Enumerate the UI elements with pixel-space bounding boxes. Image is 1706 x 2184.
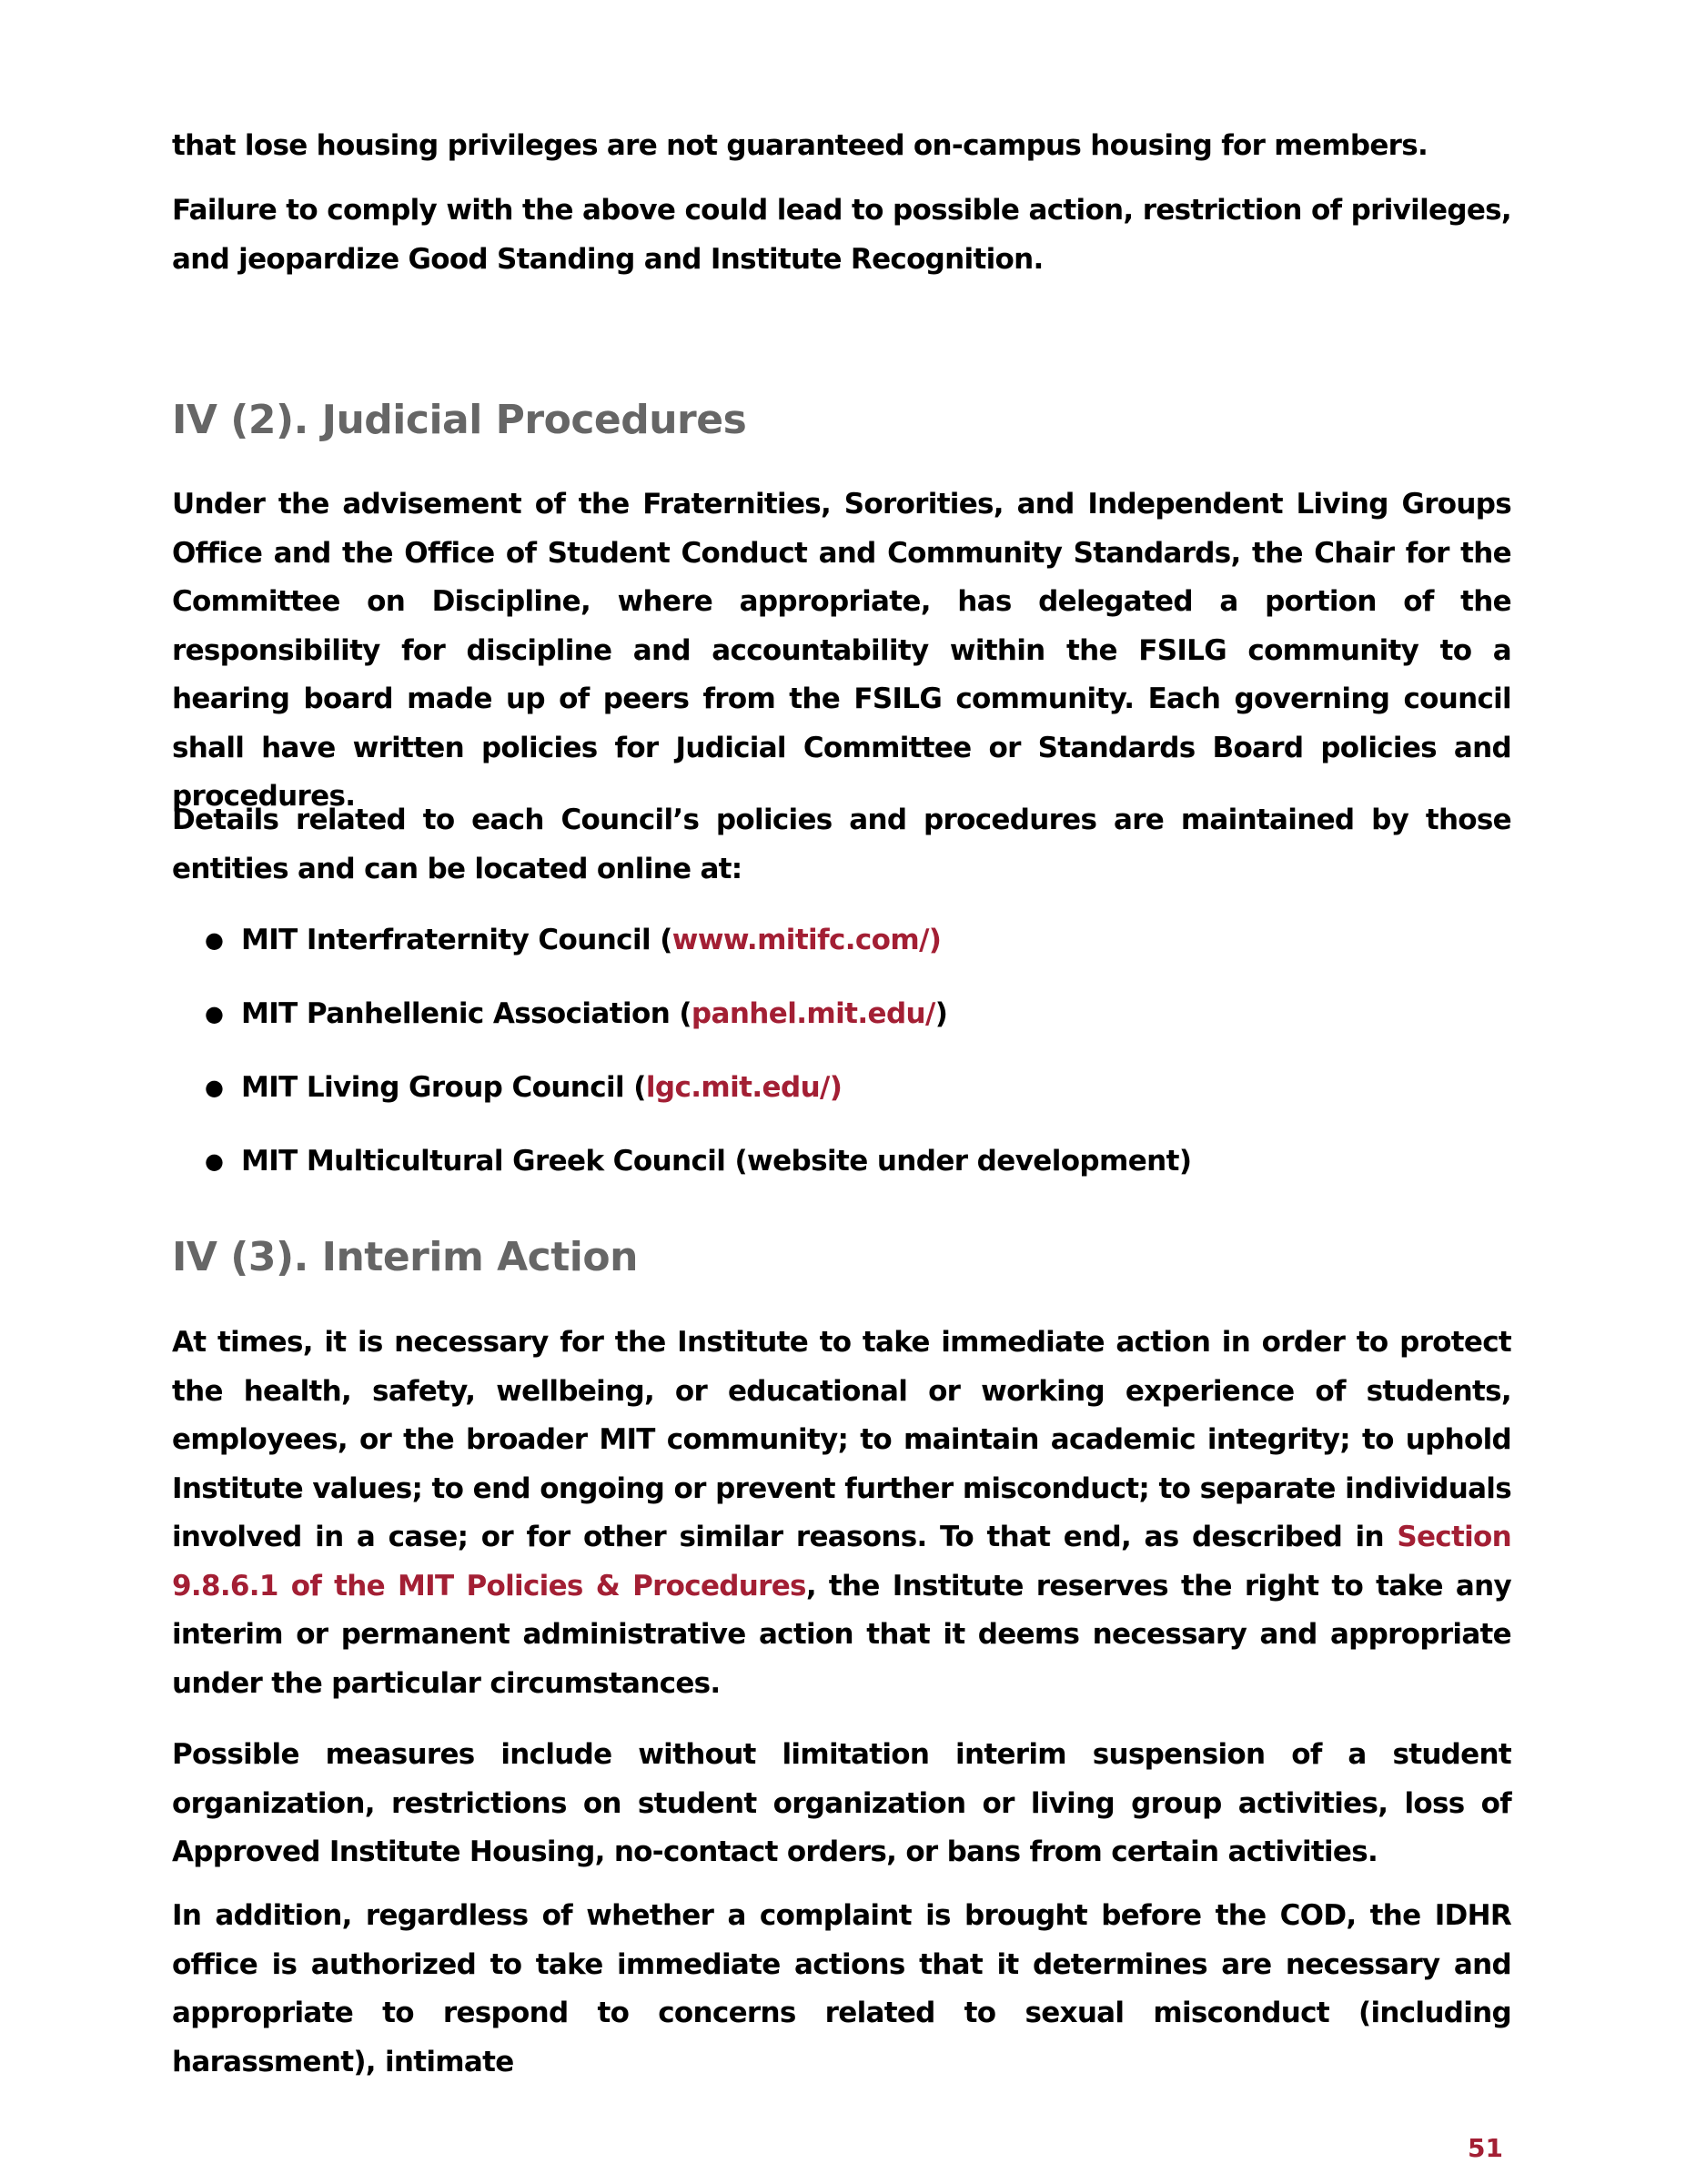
interim-text-after: , the Institute reserves the right to take any interim or permanent administrative action that it deems necessary and appropriate under the particular circumstances. [172, 1569, 1511, 1700]
section-heading-interim-action: IV (3). Interim Action [172, 1234, 638, 1280]
intro-paragraph-block [172, 187, 1511, 284]
council-suffix: ) [934, 997, 948, 1030]
bullet-icon: ● [205, 1148, 224, 1174]
interim-paragraph [172, 1319, 1511, 1708]
council-details-block [172, 796, 1511, 894]
measures-paragraph-block [172, 1731, 1511, 1877]
list-item-mgc [172, 1138, 1511, 1211]
council-name: MIT Multicultural Greek Council (website under development) [241, 1145, 1192, 1178]
council-list [172, 916, 1511, 1211]
intro-line: that lose housing privileges are not guaranteed on-campus housing for members. [172, 129, 1428, 162]
council-details-paragraph: Details related to each Council’s policies and procedures are maintained by those entities and can be located online at: [172, 804, 1511, 885]
bullet-icon: ● [205, 1001, 224, 1026]
interim-paragraph-block [172, 1319, 1511, 1708]
judicial-paragraph: Under the advisement of the Fraternities, Sororities, and Independent Living Groups Office and the Office of Student Conduct and Community Standards, the Chair for the Committee on Discipline, where appropriate, has delegated a portion of the responsibility for discipline and accountability within the FSILG community to a hearing board made up of peers from the FSILG community. Each governing council shall have written policies for Judicial Committee or Standards Board policies and procedures. [172, 488, 1511, 813]
panhel-website-link[interactable]: panhel.mit.edu/ [691, 997, 935, 1030]
intro-block [172, 122, 1511, 171]
judicial-paragraph-block [172, 480, 1511, 822]
lgc-website-link[interactable]: lgc.mit.edu/) [645, 1071, 843, 1104]
council-list-block [172, 916, 1511, 1211]
list-item-lgc [172, 1064, 1511, 1138]
bullet-icon: ● [205, 927, 224, 953]
list-item-panhel [172, 990, 1511, 1064]
idhr-paragraph-block [172, 1892, 1511, 2087]
council-name: MIT Interfraternity Council ( [241, 924, 672, 956]
ifc-website-link[interactable]: www.mitifc.com/) [671, 924, 942, 956]
bullet-icon: ● [205, 1075, 224, 1100]
section-heading-judicial-procedures: IV (2). Judicial Procedures [172, 397, 747, 443]
interim-text-before: At times, it is necessary for the Institute to take immediate action in order to protect the health, safety, wellbeing, or educational or working experience of students, employees, or the broader MIT community; to maintain academic integrity; to uphold Institute values; to end ongoing or prevent further misconduct; to separate individuals involved in a case; or for other similar reasons. To that end, as described in [172, 1326, 1511, 1553]
policies-procedures-link[interactable]: Section 9.8.6.1 of the MIT Policies & Procedures [172, 1521, 1511, 1603]
list-item-ifc [172, 916, 1511, 990]
page-number: 51 [1468, 2133, 1503, 2163]
intro-paragraph: Failure to comply with the above could lead to possible action, restriction of privileges, and jeopardize Good Standing and Institute Recognition. [172, 194, 1511, 276]
council-name: MIT Living Group Council ( [241, 1071, 646, 1104]
measures-paragraph: Possible measures include without limitation interim suspension of a student organization, restrictions on student organization or living group activities, loss of Approved Institute Housing, no-contact orders, or bans from certain activities. [172, 1738, 1511, 1868]
idhr-paragraph: In addition, regardless of whether a complaint is brought before the COD, the IDHR office is authorized to take immediate actions that it determines are necessary and appropriate to respond to concerns related to sexual misconduct (including harassment), intimate [172, 1899, 1511, 2078]
council-name: MIT Panhellenic Association ( [241, 997, 691, 1030]
